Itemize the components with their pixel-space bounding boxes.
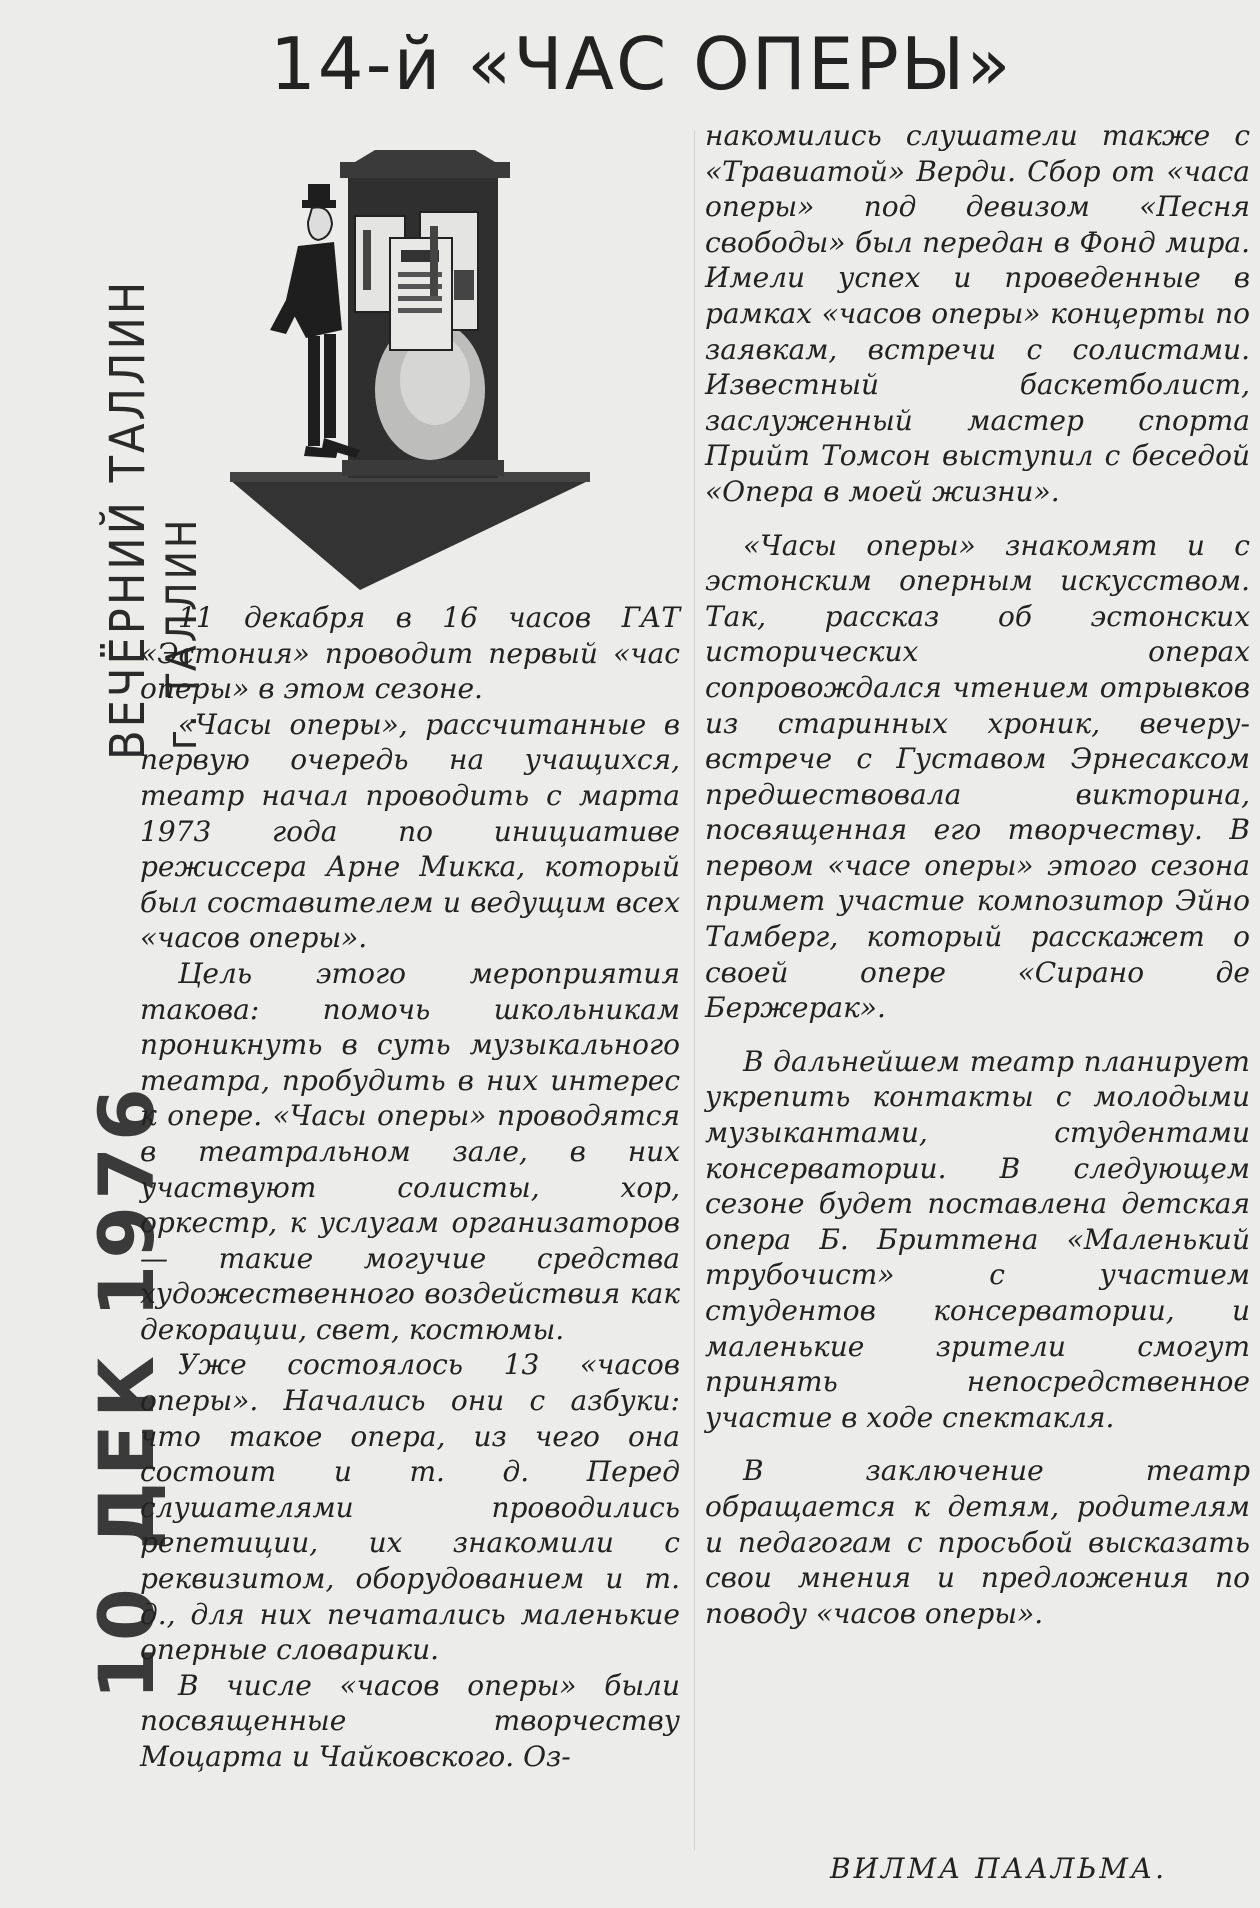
author-signature: ВИЛМА ПААЛЬМА.: [830, 1852, 1167, 1885]
article-left-column: [140, 600, 680, 1775]
date-stamp: 10 ДЕК 1976: [82, 1082, 171, 1700]
masthead-title: ВЕЧЁРНИЙ ТАЛЛИН: [100, 278, 156, 760]
paragraph: В дальнейшем театр планирует укрепить контакты с молодыми музыкантами, студентами консерватории. В следующем сезоне будет поставлена детская опера Б. Бриттена «Маленький трубочист» с участием студентов консерватории, и маленькие зрители смогут принять непосредственное участие в ходе спектакля.: [705, 1044, 1250, 1434]
opera-poster-column-illustration: [230, 150, 650, 590]
masthead-city: г. ТАЛЛИН: [157, 516, 206, 750]
article-headline: 14-й «ЧАС ОПЕРЫ»: [270, 22, 1013, 106]
paragraph: В заключение театр обращается к детям, родителям и педагогам с просьбой высказать свои мнения и предложения по поводу «часов оперы».: [705, 1454, 1250, 1630]
paragraph: 11 декабря в 16 часов ГАТ «Эстония» проводит первый «час оперы» в этом сезоне.: [140, 601, 680, 706]
paragraph: В числе «часов оперы» были посвященные творчеству Моцарта и Чайковского. Оз-: [140, 1668, 680, 1773]
paragraph: накомились слушатели также с «Травиатой» Верди. Сбор от «часа оперы» под девизом «Песня свободы» был передан в Фонд мира. Имели успех и проведенные в рамках «часов оперы» концерты по заявкам, встречи с солистами. Известный баскетболист, заслуженный мастер спорта Прийт Томсон выступил с беседой «Опера в моей жизни».: [705, 119, 1250, 508]
paragraph: «Часы оперы» знакомят и с эстонским оперным искусством. Так, рассказ об эстонских исторических операх сопровождался чтением отрывков из старинных хроник, вечеру-встрече с Густавом Эрнесаксом предшествовала викторина, посвященная его творчеству. В первом «часе оперы» этого сезона примет участие композитор Эйно Тамберг, который расскажет о своей опере «Сирано де Бержерак».: [705, 528, 1250, 1025]
paragraph: «Часы оперы», рассчитанные в первую очередь на учащихся, театр начал проводить с марта 1973 года по инициативе режиссера Арне Микка, который был составителем и ведущим всех «часов оперы».: [140, 707, 680, 955]
paragraph: Уже состоялось 13 «часов оперы». Начались они с азбуки: что такое опера, из чего она состоит и т. д. Перед слушателями проводились репетиции, их знакомили с реквизитом, оборудованием и т. д., для них печатались маленькие оперные словарики.: [140, 1348, 680, 1667]
column-divider: [694, 130, 695, 1850]
paragraph: Цель этого мероприятия такова: помочь школьникам проникнуть в суть музыкального театра, пробудить в них интерес к опере. «Часы оперы» проводятся в театральном зале, в них участвуют солисты, хор, оркестр, к услугам организаторов — такие могучие средства художественного воздействия как декорации, свет, костюмы.: [140, 956, 680, 1346]
article-right-column: [705, 118, 1250, 1631]
